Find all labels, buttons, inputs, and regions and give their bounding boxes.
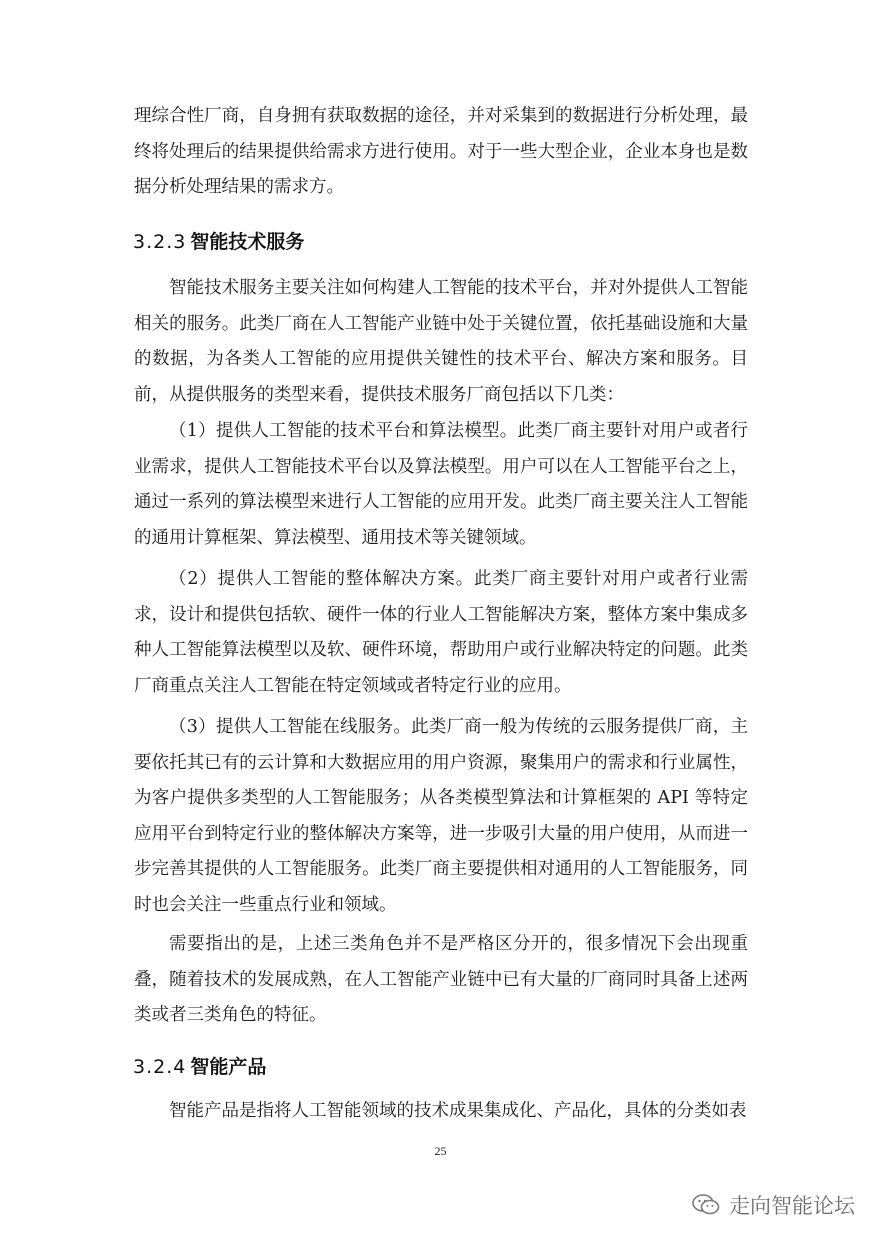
paragraph-item-3: （3）提供人工智能在线服务。此类厂商一般为传统的云服务提供厂商，主要依托其已有的云计算和大数据应用的用户资源，聚集用户的需求和行业属性，为客户提供多类型的人工智能服务；从各类模型算法和计算框架的 API 等特定应用平台到特定行业的整体解决方案等，进一步吸引大量的用户使用，从而进一步完善其提供的人工智能服务。此类厂商主要提供相对通用的人工智能服务，同时也会关注一些重点行业和领域。 bbox=[134, 717, 748, 915]
paragraph-tech-service-intro: 智能技术服务主要关注如何构建人工智能的技术平台，并对外提供人工智能相关的服务。此类厂商在人工智能产业链中处于关键位置，依托基础设施和大量的数据，为各类人工智能的应用提供关键性的技术平台、解决方案和服务。目前，从提供服务的类型来看，提供技术服务厂商包括以下几类： bbox=[134, 278, 748, 405]
paragraph-item-2: （2）提供人工智能的整体解决方案。此类厂商主要针对用户或者行业需求，设计和提供包括软、硬件一体的行业人工智能解决方案，整体方案中集成多种人工智能算法模型以及软、硬件环境，帮助用户或行业解决特定的问题。此类厂商重点关注人工智能在特定领域或者特定行业的应用。 bbox=[134, 569, 748, 696]
wechat-watermark bbox=[691, 1190, 855, 1220]
paragraph-note: 需要指出的是，上述三类角色并不是严格区分开的，很多情况下会出现重叠，随着技术的发展成熟，在人工智能产业链中已有大量的厂商同时具备上述两类或者三类角色的特征。 bbox=[134, 934, 748, 1025]
section-heading-3-2-4 bbox=[133, 1054, 266, 1080]
section-title: 智能产品 bbox=[190, 1056, 267, 1078]
page-number: 25 bbox=[434, 1144, 447, 1158]
paragraph-item-1: （1）提供人工智能的技术平台和算法模型。此类厂商主要针对用户或者行业需求，提供人工智能技术平台以及算法模型。用户可以在人工智能平台之上，通过一系列的算法模型来进行人工智能的应用开发。此类厂商主要关注人工智能的通用计算框架、算法模型、通用技术等关键领域。 bbox=[134, 421, 748, 548]
section-number: 3.2.4 bbox=[133, 1056, 187, 1078]
section-heading-3-2-3 bbox=[133, 229, 304, 255]
section-number: 3.2.3 bbox=[133, 231, 187, 253]
paragraph-intro-continued: 理综合性厂商，自身拥有获取数据的途径，并对采集到的数据进行分析处理，最终将处理后的结果提供给需求方进行使用。对于一些大型企业，企业本身也是数据分析处理结果的需求方。 bbox=[134, 106, 748, 197]
watermark-text: 走向智能论坛 bbox=[729, 1194, 855, 1218]
wechat-icon bbox=[691, 1192, 721, 1218]
section-title: 智能技术服务 bbox=[190, 231, 305, 253]
paragraph-smart-products: 智能产品是指将人工智能领域的技术成果集成化、产品化，具体的分类如表 bbox=[169, 1101, 747, 1121]
